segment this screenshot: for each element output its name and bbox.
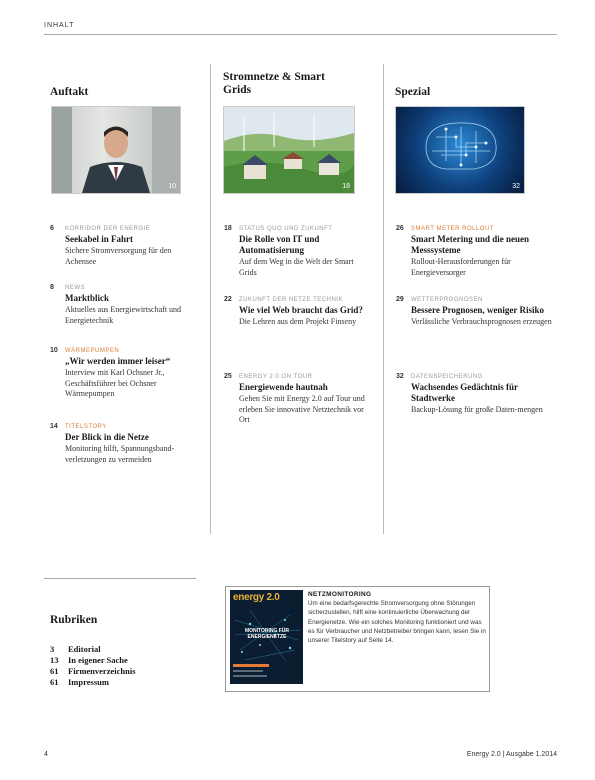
rubriken-label: Impressum — [68, 677, 109, 687]
toc-title: „Wir werden immer leiser“ — [65, 356, 171, 366]
header-rule — [44, 34, 557, 35]
toc-description: Monitoring hilft, Spannungsband-verletzungen zu vermeiden — [65, 444, 175, 464]
toc-title: Smart Metering und die neuen Messsysteme — [411, 234, 529, 255]
toc-kicker: DATENSPEICHERUNG — [411, 374, 483, 380]
portrait-photo — [51, 106, 181, 194]
column-divider — [210, 64, 211, 534]
cover-title: MONITORING FÜR ENERGIENETZE — [244, 628, 290, 640]
toc-description: Interview mit Karl Ochsner Jr., Geschäftsführer bei Ochsner Wärmepumpen — [65, 368, 165, 398]
rubriken-label: Firmenverzeichnis — [68, 666, 136, 676]
toc-kicker: SMART METER ROLLOUT — [411, 226, 494, 232]
smart-grid-photo — [223, 106, 355, 194]
landscape-image — [224, 107, 354, 193]
image-page-number: 10 — [168, 183, 176, 190]
toc-kicker: STATUS QUO UND ZUKUNFT — [239, 226, 333, 232]
toc-kicker: WÄRMEPUMPEN — [65, 348, 120, 354]
toc-title: Wie viel Web braucht das Grid? — [239, 305, 363, 315]
toc-title: Marktblick — [65, 293, 109, 303]
toc-entry[interactable] — [396, 373, 553, 416]
toc-page-number: 25 — [224, 373, 232, 380]
toc-kicker: ZUKUNFT DER NETZE TECHNIK — [239, 297, 343, 303]
toc-entry[interactable] — [396, 296, 553, 328]
toc-page-number: 29 — [396, 296, 404, 303]
toc-description: Backup-Lösung für große Daten-mengen — [411, 405, 543, 414]
toc-kicker: WETTERPROGNOSEN — [411, 297, 483, 303]
magazine-cover[interactable] — [230, 590, 303, 684]
toc-kicker: NEWS — [65, 285, 85, 291]
rubriken-page-number: 61 — [50, 666, 59, 676]
toc-title: Bessere Prognosen, weniger Risiko — [411, 305, 544, 315]
toc-description: Aktuelles aus Energiewirtschaft und Energietechnik — [65, 305, 182, 325]
toc-entry[interactable] — [224, 296, 371, 328]
rubriken-item[interactable] — [50, 644, 136, 655]
toc-title: Die Rolle von IT und Automatisierung — [239, 234, 320, 255]
toc-entry[interactable] — [50, 225, 200, 267]
rubriken-page-number: 13 — [50, 655, 59, 665]
rubriken-label: Editorial — [68, 644, 101, 654]
toc-description: Rollout-Herausforderungen für Energieversorger — [411, 257, 511, 277]
footer-issue: Energy 2.0 | Ausgabe 1.2014 — [466, 751, 557, 758]
section-title-stromnetze: Stromnetze & Smart Grids — [223, 71, 325, 96]
toc-entry[interactable] — [224, 373, 371, 426]
column-divider — [383, 64, 384, 534]
toc-title: Der Blick in die Netze — [65, 432, 149, 442]
rubriken-label: In eigener Sache — [68, 655, 128, 665]
toc-page-number: 14 — [50, 423, 58, 430]
portrait-image — [52, 107, 180, 193]
cover-brand: energy 2.0 — [233, 592, 280, 603]
rubriken-item[interactable] — [50, 677, 136, 688]
toc-entry[interactable] — [50, 284, 200, 326]
section-title-spezial: Spezial — [395, 86, 431, 98]
rubriken-page-number: 61 — [50, 677, 59, 687]
digital-brain-photo — [395, 106, 525, 194]
image-page-number: 32 — [512, 183, 520, 190]
toc-kicker: TITELSTORY — [65, 424, 107, 430]
toc-kicker: KORRIDOR DER ENERGIE — [65, 226, 151, 232]
circuit-brain-image — [396, 107, 524, 193]
toc-kicker: ENERGY 2.0 ON TOUR — [239, 374, 313, 380]
netzmonitoring-body: Um eine bedarfsgerechte Stromversorgung ohne Störungen sicherzustellen, hilft eine kontinuierliche Überwachung der Energienetze. Wie ein solches Monitoring funktioniert und was es für Verbraucher und Netzbetreiber bringen kann, lesen Sie in unserer Titelstory auf Seite 14. — [308, 600, 486, 645]
toc-description: Gehen Sie mit Energy 2.0 auf Tour und erleben Sie innovative Netztechnik vor Ort — [239, 394, 365, 424]
rubriken-list — [50, 644, 136, 688]
rubriken-item[interactable] — [50, 666, 136, 677]
toc-page-number: 26 — [396, 225, 404, 232]
toc-page-number: 10 — [50, 347, 58, 354]
rubriken-title: Rubriken — [50, 614, 98, 626]
section-label: INHALT — [44, 22, 75, 29]
toc-page-number: 8 — [50, 284, 54, 291]
section-title-auftakt: Auftakt — [50, 86, 89, 98]
image-page-number: 18 — [342, 183, 350, 190]
toc-page-number: 22 — [224, 296, 232, 303]
toc-title: Energiewende hautnah — [239, 382, 328, 392]
netzmonitoring-text — [308, 590, 486, 645]
netzmonitoring-heading: NETZMONITORING — [308, 591, 372, 598]
toc-entry[interactable] — [50, 347, 200, 400]
toc-description: Auf dem Weg in die Welt der Smart Grids — [239, 257, 354, 277]
page-number: 4 — [44, 751, 48, 758]
rubriken-page-number: 3 — [50, 644, 55, 654]
toc-entry[interactable] — [224, 225, 371, 278]
rubriken-rule — [44, 578, 196, 579]
toc-title: Wachsendes Gedächtnis für Stadtwerke — [411, 382, 518, 403]
toc-title: Seekabel in Fahrt — [65, 234, 134, 244]
rubriken-item[interactable] — [50, 655, 136, 666]
toc-description: Sichere Stromversorgung für den Achensee — [65, 246, 172, 266]
toc-page-number: 18 — [224, 225, 232, 232]
toc-entry[interactable] — [50, 423, 200, 465]
toc-page-number: 32 — [396, 373, 404, 380]
toc-entry[interactable] — [396, 225, 553, 278]
toc-page-number: 6 — [50, 225, 54, 232]
toc-description: Verlässliche Verbrauchsprognosen erzeugen — [411, 317, 552, 326]
toc-description: Die Lehren aus dem Projekt Finseny — [239, 317, 357, 326]
